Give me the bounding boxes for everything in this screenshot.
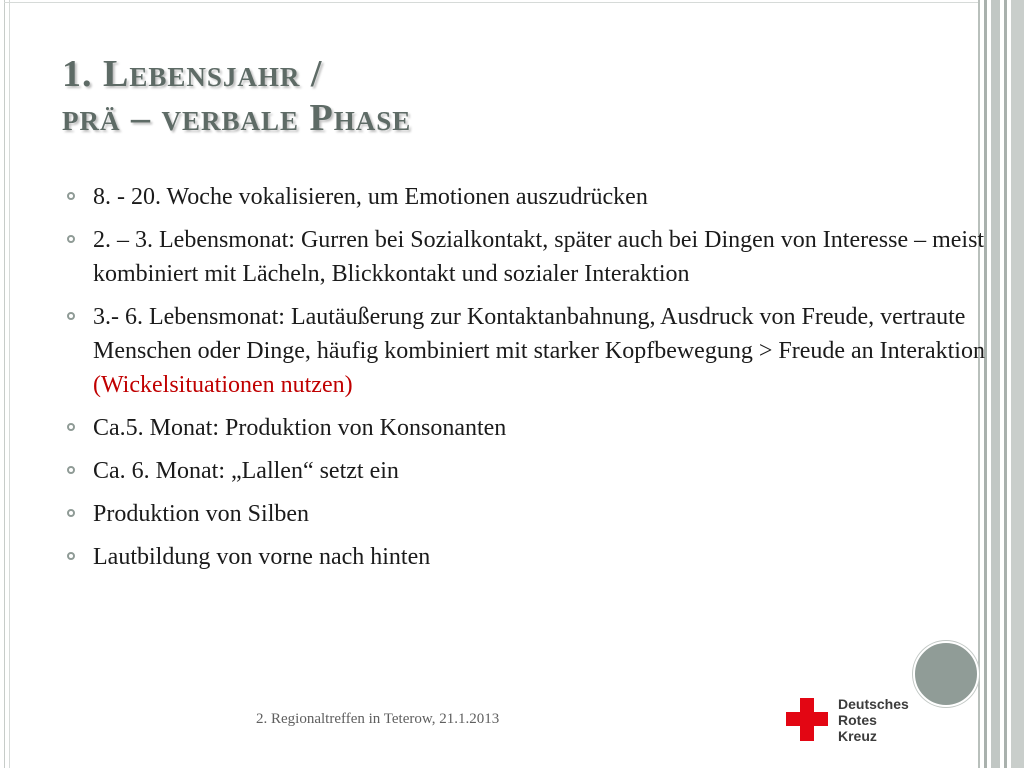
red-cross-horizontal <box>786 712 828 726</box>
frame-line <box>4 2 984 3</box>
frame-line <box>9 0 10 768</box>
bullet-circle-icon <box>67 235 75 243</box>
bullet-circle-icon <box>67 466 75 474</box>
bullet-text: Lautbildung von vorne nach hinten <box>93 544 431 570</box>
logo-line-1: Deutsches <box>838 696 909 712</box>
bullet-item <box>64 300 989 402</box>
drk-logo <box>786 697 936 747</box>
logo-line-2: Rotes <box>838 712 877 728</box>
bullet-circle-icon <box>67 509 75 517</box>
bullet-circle-icon <box>67 312 75 320</box>
bullet-highlight: (Wickelsituationen nutzen) <box>93 372 353 398</box>
bullet-list <box>64 180 989 583</box>
bullet-text: Ca. 6. Monat: „Lallen“ setzt ein <box>93 458 399 484</box>
title-line-1: 1. Lebensjahr / <box>62 53 323 95</box>
bullet-text: Ca.5. Monat: Produktion von Konsonanten <box>93 415 507 441</box>
bullet-item <box>64 497 989 531</box>
stripe <box>1011 0 1024 768</box>
bullet-text: Produktion von Silben <box>93 501 310 527</box>
stripe <box>1004 0 1007 768</box>
slide-title <box>62 52 962 140</box>
stripe <box>991 0 1000 768</box>
bullet-circle-icon <box>67 192 75 200</box>
title-line-2: prä – verbale Phase <box>62 97 412 139</box>
bullet-item <box>64 540 989 574</box>
bullet-item <box>64 454 989 488</box>
bullet-item <box>64 223 989 291</box>
bullet-text: 8. - 20. Woche vokalisieren, um Emotionen auszudrücken <box>93 184 648 210</box>
bullet-item <box>64 411 989 445</box>
bullet-item <box>64 180 989 214</box>
frame-line <box>4 0 5 768</box>
logo-text <box>838 696 938 744</box>
bullet-circle-icon <box>67 552 75 560</box>
bullet-circle-icon <box>67 423 75 431</box>
bullet-text: 2. – 3. Lebensmonat: Gurren bei Sozialkontakt, später auch bei Dingen von Interesse – meist kombiniert mit Lächeln, Blickkontakt und sozialer Interaktion <box>93 227 985 287</box>
slide-footer: 2. Regionaltreffen in Teterow, 21.1.2013 <box>256 711 500 727</box>
logo-line-3: Kreuz <box>838 728 877 744</box>
bullet-text: 3.- 6. Lebensmonat: Lautäußerung zur Kontaktanbahnung, Ausdruck von Freude, vertraute Menschen oder Dinge, häufig kombiniert mit starker Kopfbewegung > Freude an Interaktion <box>93 304 985 364</box>
